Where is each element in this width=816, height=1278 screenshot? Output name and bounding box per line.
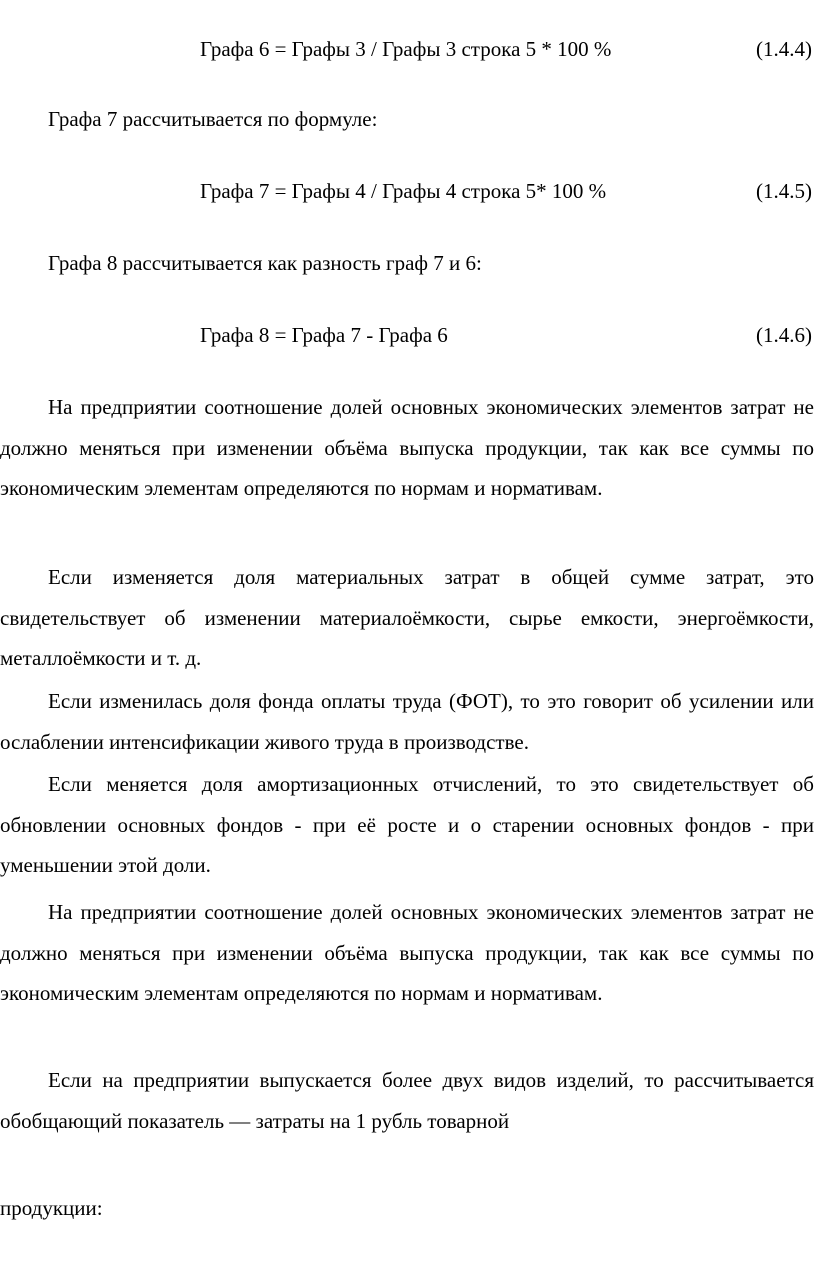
formula-1-4-6-number: (1.4.6) xyxy=(756,323,812,347)
formula-1-4-5-number: (1.4.5) xyxy=(756,179,812,203)
paragraph-depreciation: Если меняется доля амортизационных отчислений, то это свидетельствует об обновлении основных фондов - при её росте и о старении основных фондов - при уменьшении этой доли. xyxy=(0,772,814,877)
formula-1-4-5-text: Графа 7 = Графы 4 / Графы 4 строка 5* 100 % xyxy=(200,179,607,203)
paragraph-generalized-indicator: Если на предприятии выпускается более двух видов изделий, то рассчитывается обобщающий показатель — затраты на 1 рубль товарной xyxy=(0,1068,814,1133)
paragraph-material-costs: Если изменяется доля материальных затрат в общей сумме затрат, это свидетельствует об изменении материалоёмкости, сырье емкости, энергоёмкости, металлоёмкости и т. д. xyxy=(0,565,814,670)
paragraph-cost-structure-repeat: На предприятии соотношение долей основных экономических элементов затрат не должно меняться при изменении объёма выпуска продукции, так как все суммы по экономическим элементам определяются по нормам и нормативам. xyxy=(0,900,814,1005)
formula-1-4-4-number: (1.4.4) xyxy=(756,37,812,61)
formula-1-4-6-text: Графа 8 = Графа 7 - Графа 6 xyxy=(200,323,448,347)
paragraph-tail: продукции: xyxy=(0,1196,103,1220)
formula-1-4-4-text: Графа 6 = Графы 3 / Графы 3 строка 5 * 100 % xyxy=(200,37,612,61)
intro-grafa-7: Графа 7 рассчитывается по формуле: xyxy=(48,107,378,131)
paragraph-cost-structure: На предприятии соотношение долей основных экономических элементов затрат не должно меняться при изменении объёма выпуска продукции, так как все суммы по экономическим элементам определяются по нормам и нормативам. xyxy=(0,395,814,500)
paragraph-payroll: Если изменилась доля фонда оплаты труда (ФОТ), то это говорит об усилении или ослаблении интенсификации живого труда в производстве. xyxy=(0,689,814,754)
intro-grafa-8: Графа 8 рассчитывается как разность граф 7 и 6: xyxy=(48,251,482,275)
